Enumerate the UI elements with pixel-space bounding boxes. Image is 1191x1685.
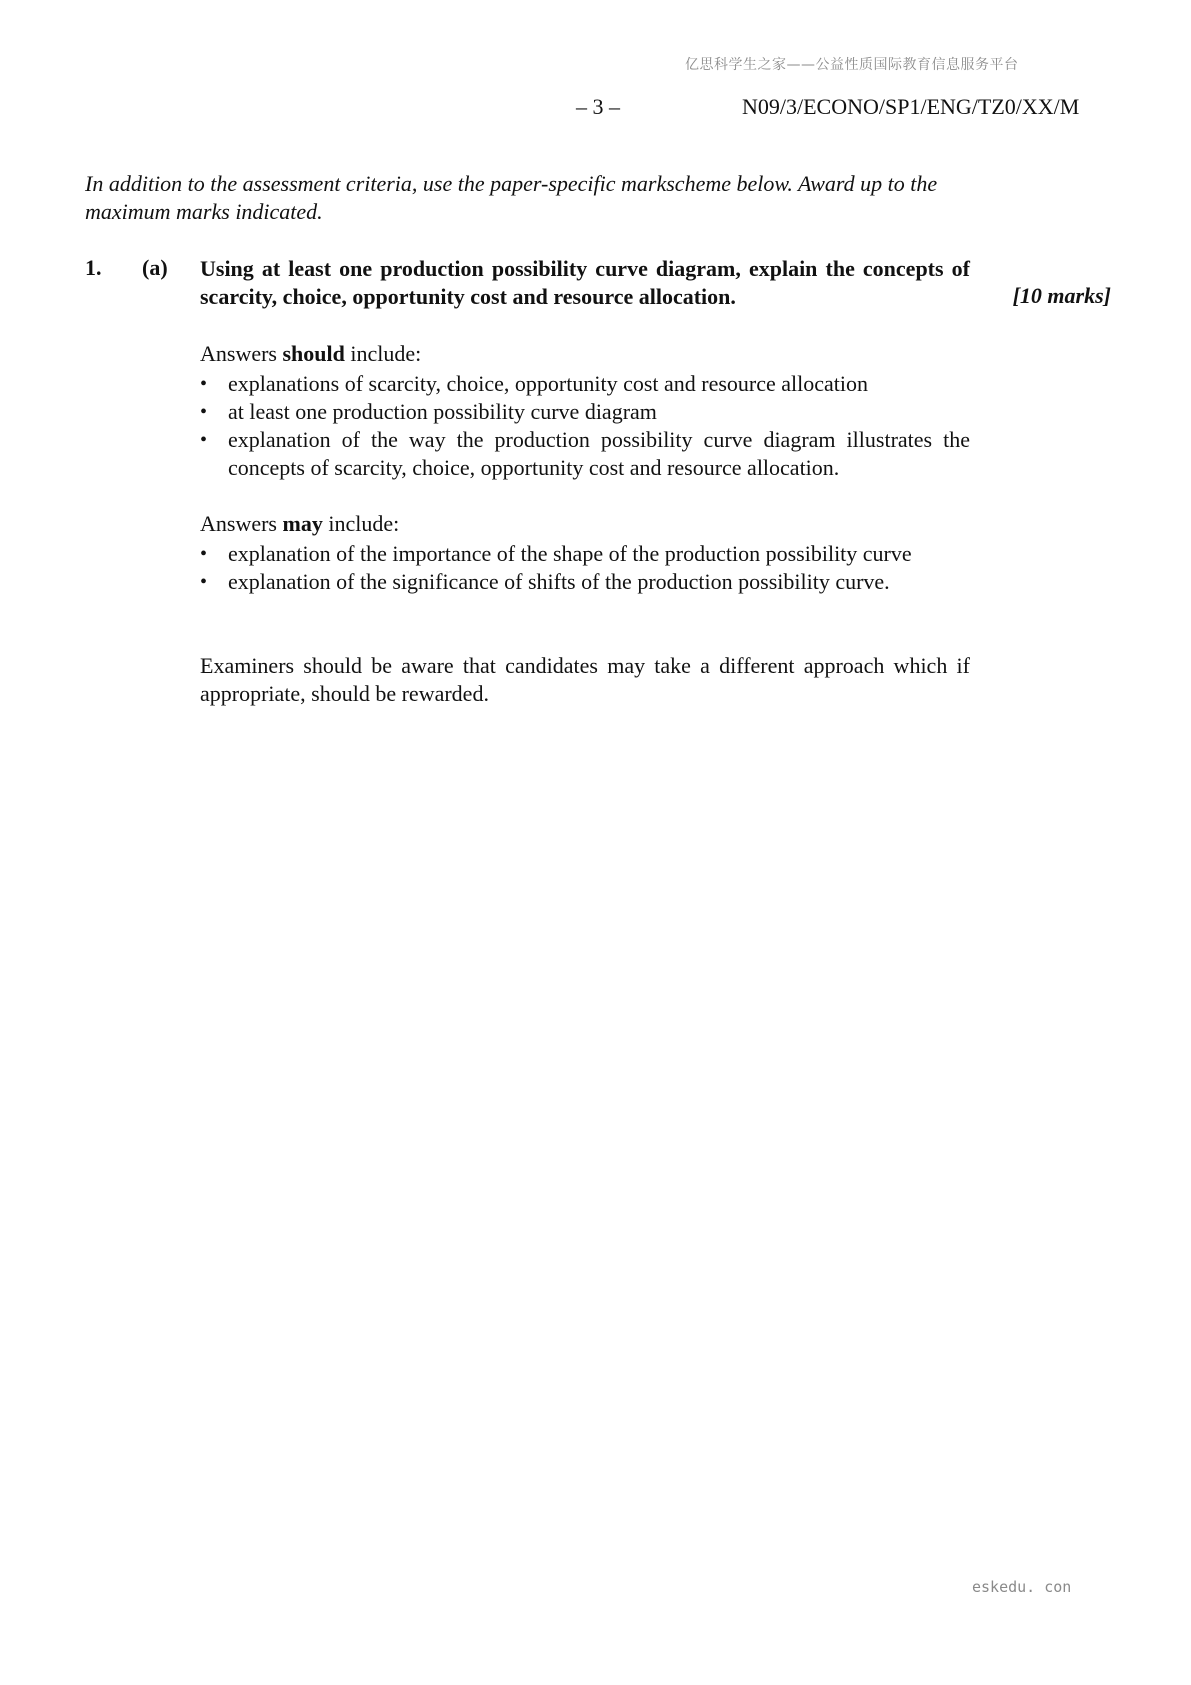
- may-include-list: [200, 540, 970, 596]
- question-part: (a): [142, 255, 168, 280]
- footer-watermark: eskedu. con: [972, 1578, 1072, 1596]
- header-watermark: 亿思科学生之家——公益性质国际教育信息服务平台: [685, 57, 1019, 73]
- list-item: • explanation of the way the production possibility curve diagram illustrates the concepts of scarcity, choice, opportunity cost and resource allocation.: [200, 426, 970, 482]
- paper-code: N09/3/ECONO/SP1/ENG/TZ0/XX/M: [742, 94, 1080, 119]
- question-marks: [10 marks]: [1012, 283, 1111, 308]
- may-include-block: [200, 510, 970, 596]
- question-text: Using at least one production possibility curve diagram, explain the concepts of scarcity, choice, opportunity cost and resource allocation.: [200, 256, 970, 309]
- should-include-intro: Answers should include:: [200, 341, 422, 366]
- list-item: • explanations of scarcity, choice, opportunity cost and resource allocation: [200, 370, 970, 398]
- examiner-note: Examiners should be aware that candidates may take a different approach which if appropriate, should be rewarded.: [200, 653, 970, 706]
- should-include-block: [200, 340, 970, 482]
- page-number: – 3 –: [576, 94, 620, 119]
- list-item: • explanation of the significance of shifts of the production possibility curve.: [200, 568, 970, 596]
- list-item: • at least one production possibility curve diagram: [200, 398, 970, 426]
- should-include-list: [200, 370, 970, 482]
- may-include-intro: Answers may include:: [200, 511, 400, 536]
- list-item: • explanation of the importance of the shape of the production possibility curve: [200, 540, 970, 568]
- question-number: 1.: [85, 255, 102, 280]
- marking-instructions: In addition to the assessment criteria, use the paper-specific markscheme below. Award up to the maximum marks indicated.: [85, 171, 938, 224]
